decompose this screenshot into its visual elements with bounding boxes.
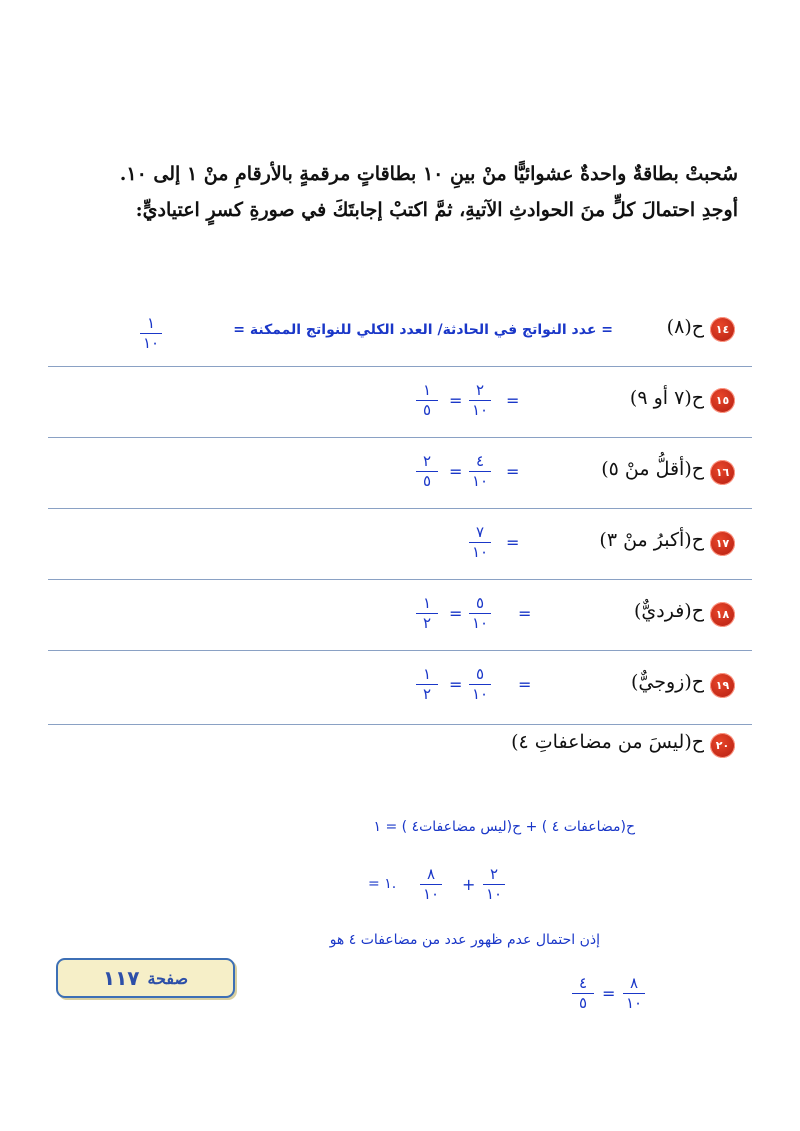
problem-label: ح(أكبرُ منْ ٣) [599,529,704,551]
problem-number-badge: ١٦ [710,460,735,485]
divider [48,366,752,367]
problem-label: ح(٨) [666,316,704,338]
fraction-numerator: ٢ [489,865,499,883]
equals-sign: = [449,604,463,623]
fraction [469,595,491,632]
fraction-denominator: ١٠ [142,334,160,352]
fraction-numerator: ٥ [475,665,485,683]
problem-label: ح(فرديٌّ) [634,600,704,622]
solution-line-3: إذن احتمال عدم ظهور عدد من مضاعفات ٤ هو [329,932,600,948]
equals-sign: = [506,462,520,481]
fraction [469,382,491,419]
solution-line-1: ح(مضاعفات ٤ ) + ح(ليس مضاعفات٤ ) = ١ [373,819,635,835]
fraction-numerator: ٧ [475,523,485,541]
divider [48,579,752,580]
divider [48,508,752,509]
divider [48,437,752,438]
page-word: صفحة [147,968,189,988]
fraction [469,453,491,490]
intro-line-2: أوجدِ احتمالَ كلٍّ منَ الحوادثِ الآتيةِ، ثمَّ اكتبْ إجابتَكَ في صورةِ كسرٍ اعتياديٍّ: [135,199,738,221]
fraction [416,595,438,632]
fraction-denominator: ٢ [422,614,432,632]
problem-number-badge: ١٧ [710,531,735,556]
page-number: ١١٧ [102,966,140,990]
equals-sign: = [449,462,463,481]
fraction [416,382,438,419]
fraction-denominator: ١٠ [625,994,643,1012]
equals-sign: = [449,675,463,694]
fraction-numerator: ١ [422,594,432,612]
fraction-denominator: ١٠ [471,614,489,632]
fraction-denominator: ٥ [422,472,432,490]
divider [48,724,752,725]
page-number-box [56,958,235,998]
fraction-denominator: ١٠ [422,885,440,903]
fraction [420,866,442,903]
fraction [416,666,438,703]
equals-sign: = [518,675,532,694]
fraction-denominator: ١٠ [471,401,489,419]
fraction [140,315,162,352]
equals-sign: = [602,984,616,1003]
problem-label: ح(٧ أو ٩) [629,387,704,409]
fraction [416,453,438,490]
fraction-numerator: ٨ [426,865,436,883]
problem-number-badge: ٢٠ [710,733,735,758]
problem-number-badge: ١٩ [710,673,735,698]
fraction [572,975,594,1012]
fraction-denominator: ٥ [422,401,432,419]
fraction-denominator: ١٠ [485,885,503,903]
fraction [483,866,505,903]
equals-sign: = [506,391,520,410]
fraction-numerator: ١ [422,665,432,683]
fraction-numerator: ٥ [475,594,485,612]
fraction [623,975,645,1012]
equals-sign: = [506,533,520,552]
equals-sign: = [449,391,463,410]
fraction-numerator: ٢ [422,452,432,470]
problem-number-badge: ١٨ [710,602,735,627]
fraction-denominator: ٥ [578,994,588,1012]
problem-number-badge: ١٤ [710,317,735,342]
fraction-numerator: ٢ [475,381,485,399]
divider [48,650,752,651]
intro-line-1: سُحبتْ بطاقةٌ واحدةٌ عشوائيًّا منْ بينِ ١٠ بطاقاتٍ مرقمةٍ بالأرقامِ منْ ١ إلى ١٠. [119,163,738,185]
fraction-denominator: ١٠ [471,685,489,703]
fraction-numerator: ٨ [629,974,639,992]
fraction-numerator: ٤ [578,974,588,992]
problem-number-badge: ١٥ [710,388,735,413]
fraction-numerator: ١ [422,381,432,399]
fraction-denominator: ٢ [422,685,432,703]
problem-definition: = عدد النواتج في الحادثة/ العدد الكلي للنواتج الممكنة = [233,322,613,338]
fraction [469,666,491,703]
fraction-numerator: ٤ [475,452,485,470]
equals-sign: = [518,604,532,623]
problem-label: ح(أقلُّ منْ ٥) [601,458,704,480]
solution-result: = ١. [368,876,397,892]
fraction-numerator: ١ [146,314,156,332]
fraction [469,524,491,561]
plus-sign: + [462,875,476,894]
fraction-denominator: ١٠ [471,472,489,490]
fraction-denominator: ١٠ [471,543,489,561]
problem-label: ح(زوجيٌّ) [630,671,704,693]
problem-label: ح(ليسَ من مضاعفاتِ ٤) [511,731,704,753]
